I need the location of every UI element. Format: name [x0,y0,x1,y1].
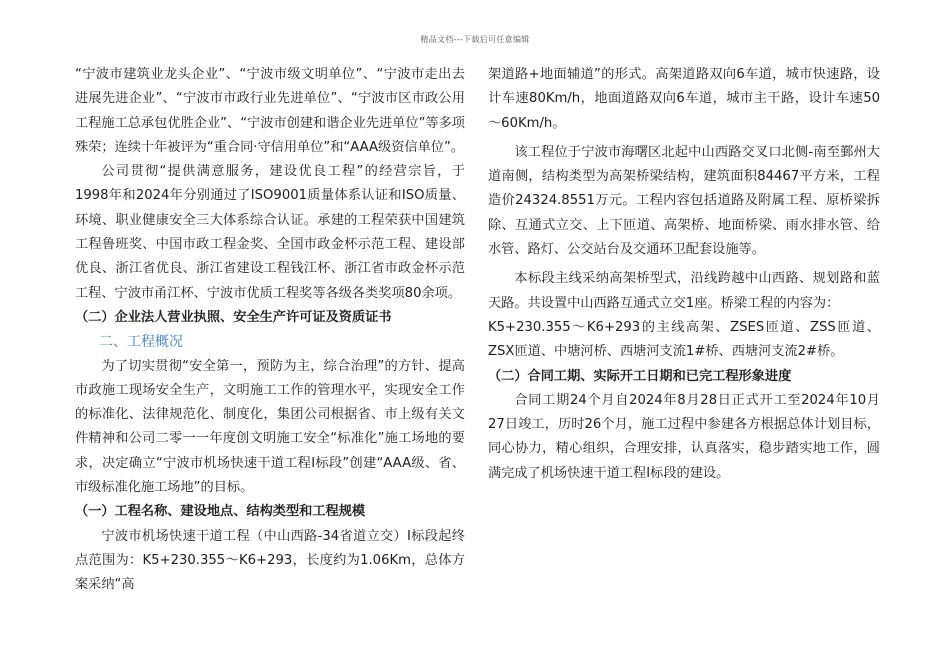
bridge-list-paragraph: K5+230.355～K6+293的主线高架、ZSES匝道、ZSS匝道、ZSX匝道、中塘河桥、西塘河支流1#桥、西塘河支流2#桥。 [488,319,880,360]
overview-paragraph: 为了切实贯彻“安全第一，预防为主，综合治理”的方针、提高市政施工现场安全生产，文明施工工作的管理水平，实现安全工作的标准化、法律规范化、制度化，集团公司根据省、市上级有关文件精神和公司二零一一年度创文明施工安全“标准化”施工场地的要求，决定确立“宁波市机场快速干道工程Ⅰ标段”创建“AAA级、省、市级标准化施工场地”的目标。 [75,358,465,496]
schedule-heading: （二）合同工期、实际开工日期和已完工程形象进度 [488,368,792,384]
page-header: 精品文档---下载后可任意编辑 [420,35,530,44]
project-paragraph: 宁波市机场快速干道工程（中山西路-34省道立交）Ⅰ标段起终点范围为：K5+230.355～K6+293，长度约为1.06Km，总体方案采纳“高 [75,528,465,593]
honors-paragraph: “宁波市建筑业龙头企业”、“宁波市级文明单位”、“宁波市走出去进展先进企业”、“宁波市市政行业先进单位”、“宁波市区市政公用工程施工总承包优胜企业”、“宁波市创建和谐企业先进单位”等多项殊荣；连续十年被评为“重合同·守信用单位”和“AAA级资信单位”。 [75,67,465,155]
company-paragraph: 公司贯彻“提供满意服务，建设优良工程”的经营宗旨，于1998年和2024年分别通过了ISO9001质量体系认证和ISO质量、环境、职业健康安全三大体系综合认证。承建的工程荣获中国建筑工程鲁班奖、中国市政工程金奖、全国市政金杯示范工程、建设部优良、浙江省优良、浙江省建设工程钱江杯、浙江省市政金杯示范工程、宁波市甬江杯、宁波市优质工程奖等各级各类奖项80余项。 [75,164,465,301]
schedule-paragraph: 合同工期24个月自2024年8月28日正式开工至2024年10月27日竣工，历时26个月，施工过程中参建各方根据总体计划目标，同心协力，精心组织，合理安排，认真落实，稳步踏实地工作，圆满完成了机场快速干道工程Ⅰ标段的建设。 [488,392,880,481]
bridge-paragraph: 本标段主线采纳高架桥型式，沿线跨越中山西路、规划路和蓝天路。共设置中山西路互通式立交1座。桥梁工程的内容为： [488,271,880,311]
left-column [75,63,465,598]
project-heading: （一）工程名称、建设地点、结构类型和工程规模 [75,504,366,520]
continued-paragraph: 架道路+地面辅道”的形式。高架道路双向6车道，城市快速路，设计车速80Km/h，地面道路双向6车道，城市主干路，设计车速50～60Km/h。 [488,67,880,131]
right-column [488,63,880,486]
location-paragraph: 该工程位于宁波市海曙区北起中山西路交叉口北侧-南至鄞州大道南侧，结构类型为高架桥梁结构，建筑面积84467平方米，工程造价24324.8551万元。工程内容包括道路及附属工程、原桥梁拆除、互通式立交、上下匝道、高架桥、地面桥梁、雨水排水管、给水管、路灯、公交站台及交通环卫配套设施等。 [488,144,880,258]
overview-heading: 二、工程概况 [99,334,183,351]
license-heading: （二）企业法人营业执照、安全生产许可证及资质证书 [75,309,392,325]
